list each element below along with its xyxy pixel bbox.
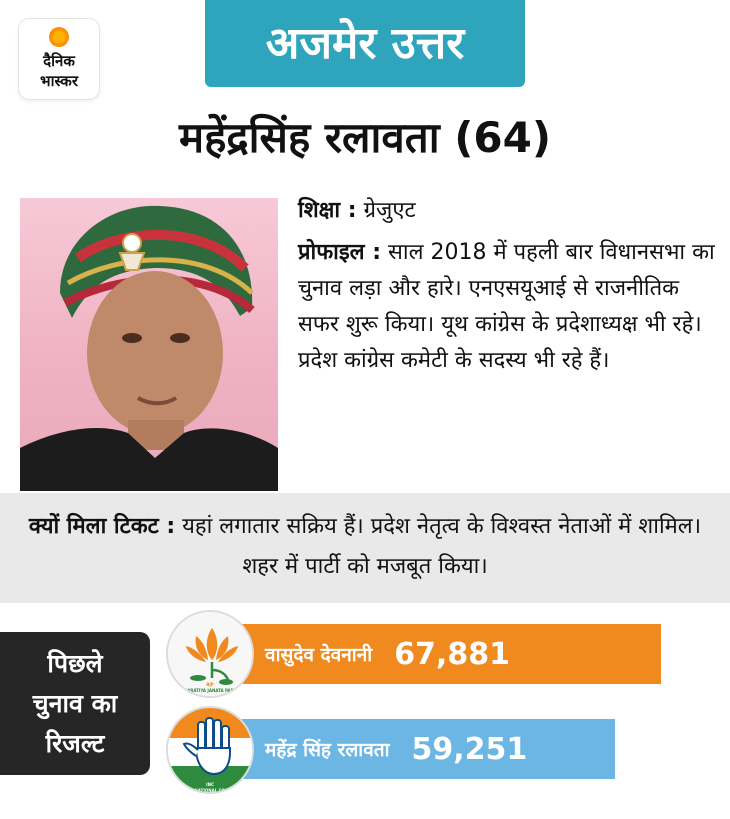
- inc-mark: INC: [206, 782, 214, 787]
- candidate-info: [298, 193, 718, 379]
- dainik-bhaskar-logo: [19, 19, 99, 99]
- candidate-portrait: [20, 198, 278, 491]
- previous-result-label: [0, 632, 150, 775]
- candidate-photo: [20, 198, 278, 491]
- education-line: [298, 193, 718, 229]
- result-label-line1: पिछले: [47, 649, 103, 678]
- profile-text: साल 2018 में पहली बार विधानसभा का चुनाव लड़ा और हारे। एनएसयूआई से राजनीतिक सफर शुरू किया। यूथ कांग्रेस के प्रदेशाध्यक्ष भी रहे। प्रदेश कांग्रेस कमेटी के सदस्य भी रहे हैं।: [298, 240, 715, 373]
- candidate-name: महेंद्रसिंह रलावता (64): [178, 113, 552, 162]
- constituency-banner: अजमेर उत्तर: [205, 0, 525, 87]
- inc-candidate-name: महेंद्र सिंह रलावता: [265, 739, 390, 761]
- result-row-bjp: [205, 624, 661, 684]
- profile-paragraph: [298, 235, 718, 379]
- logo-text-line1: दैनिक: [43, 52, 75, 70]
- bjp-lotus-logo: [166, 610, 254, 698]
- sun-icon: [49, 27, 69, 47]
- why-ticket-panel: [0, 493, 730, 603]
- result-label-line2: चुनाव का: [32, 689, 118, 718]
- result-row-inc: [205, 719, 615, 779]
- logo-text-line2: भास्कर: [40, 72, 78, 90]
- education-value: ग्रेजुएट: [356, 198, 416, 223]
- why-ticket-label: क्यों मिला टिकट :: [28, 514, 176, 539]
- bjp-candidate-name: वासुदेव देवनानी: [265, 644, 373, 666]
- why-ticket-text: यहां लगातार सक्रिय हैं। प्रदेश नेतृत्व के विश्वस्त नेताओं में शामिल। शहर में पार्टी को मजबूत किया।: [175, 514, 702, 579]
- result-label-line3: रिजल्ट: [45, 729, 105, 758]
- education-label: शिक्षा :: [298, 198, 357, 223]
- profile-label: प्रोफाइल :: [298, 240, 382, 265]
- inc-hand-logo: [166, 706, 254, 794]
- bjp-mark: BJP: [206, 682, 214, 687]
- inc-fullname: INDIAN NATIONAL CONGRESS: [177, 788, 243, 793]
- bjp-fullname: BHARATIYA JANATA PARTY: [180, 688, 240, 693]
- inc-votes: 59,251: [411, 731, 528, 767]
- bjp-votes: 67,881: [394, 636, 510, 672]
